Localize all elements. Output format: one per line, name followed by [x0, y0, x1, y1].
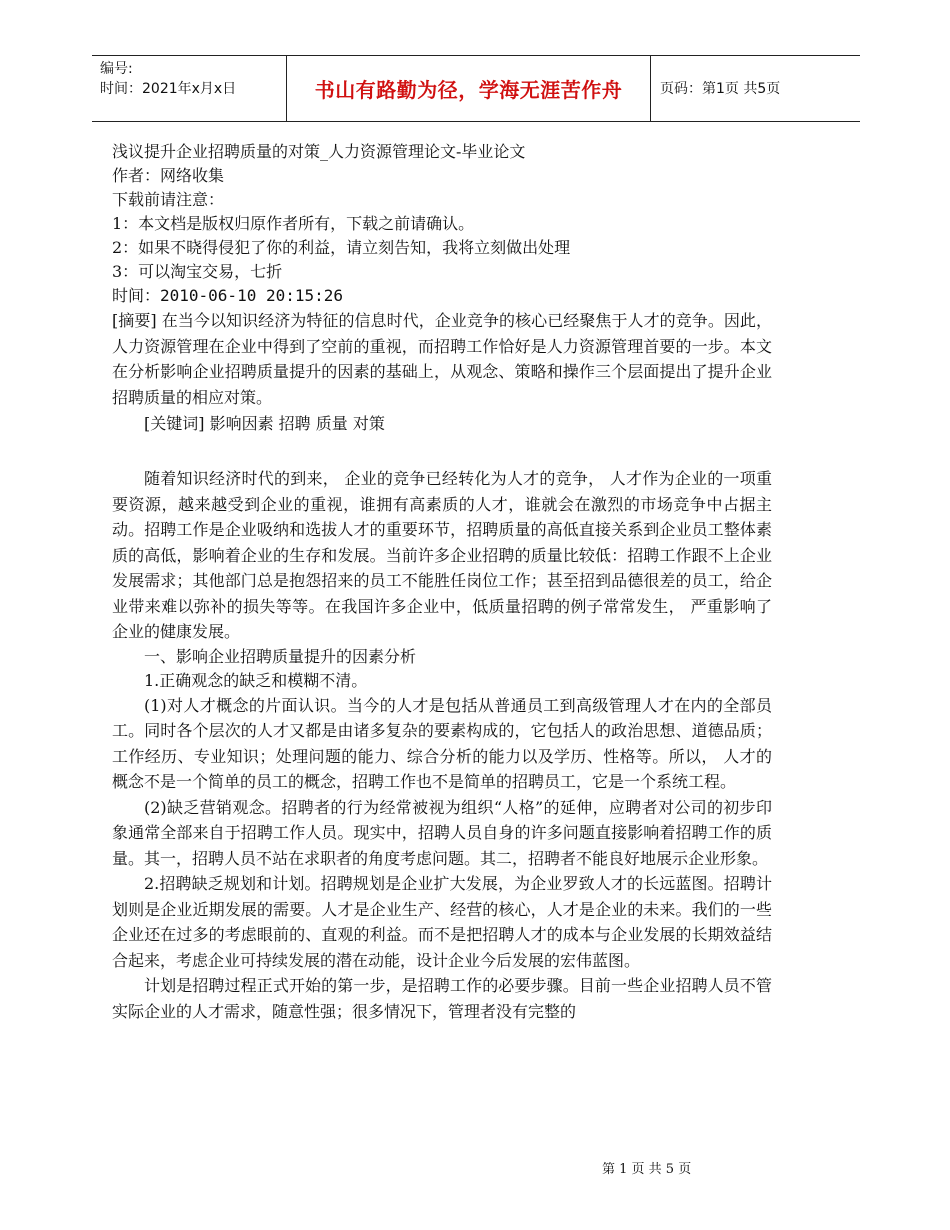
doc-author: 作者：网络收集 [112, 166, 225, 185]
notice-item-2: 2：如果不晓得侵犯了你的利益，请立刻告知，我将立刻做出处理 [112, 238, 571, 257]
paragraph-1-2: (2)缺乏营销观念。招聘者的行为经常被视为组织“人格”的延伸，应聘者对公司的初步印象通常全部来自于招聘工作人员。现实中，招聘人员自身的许多问题直接影响着招聘工作的质量。其一，招聘人员不站在求职者的角度考虑问题。其二，招聘者不能良好地展示企业形象。 [112, 797, 772, 868]
doc-time: 时间：2010-06-10 20:15:26 [112, 286, 344, 305]
paragraph-1-1: (1)对人才概念的片面认识。当今的人才是包括从普通员工到高级管理人才在内的全部员工。同时各个层次的人才又都是由诸多复杂的要素构成的，它包括人的政治思想、道德品质；工作经历、专业知识；处理问题的能力、综合分析的能力以及学历、性格等。所以， 人才的概念不是一个简单的员工的概念，招聘工作也不是简单的招聘员工，它是一个系统工程。 [112, 695, 772, 791]
header-left [100, 59, 284, 99]
subheading-1: 1.正确观念的缺乏和模糊不清。 [144, 670, 368, 690]
header-motto-box [286, 55, 651, 121]
abstract-paragraph: [摘要] 在当今以知识经济为特征的信息时代，企业竞争的核心已经聚焦于人才的竞争。因此，人力资源管理在企业中得到了空前的重视，而招聘工作恰好是人力资源管理首要的一步。本文在分析影响企业招聘质量提升的因素的基础上，从观念、策略和操作三个层面提出了提升企业招聘质量的相应对策。 [112, 311, 772, 407]
header-time-label: 时间：2021年x月x日 [100, 81, 237, 97]
document-body [112, 140, 772, 1024]
notice-heading: 下载前请注意： [112, 190, 225, 209]
page-footer: 第 1 页 共 5 页 [602, 1162, 692, 1177]
header-motto: 书山有路勤为径，学海无涯苦作舟 [314, 77, 623, 102]
paragraph-gap [112, 436, 772, 466]
doc-title: 浅议提升企业招聘质量的对策_人力资源管理论文-毕业论文 [112, 142, 526, 161]
section-heading-1: 一、影响企业招聘质量提升的因素分析 [144, 646, 417, 666]
keywords-line: [关键词] 影响因素 招聘 质量 对策 [144, 414, 385, 433]
notice-item-3: 3：可以淘宝交易，七折 [112, 262, 283, 281]
intro-paragraph: 随着知识经济时代的到来， 企业的竞争已经转化为人才的竞争， 人才作为企业的一项重要资源，越来越受到企业的重视，谁拥有高素质的人才，谁就会在激烈的市场竞争中占据主动。招聘工作是企业吸纳和选拔人才的重要环节，招聘质量的高低直接关系到企业员工整体素质的高低，影响着企业的生存和发展。当前许多企业招聘的质量比较低：招聘工作跟不上企业发展需求；其他部门总是抱怨招来的员工不能胜任岗位工作；甚至招到品德很差的员工，给企业带来难以弥补的损失等等。在我国许多企业中，低质量招聘的例子常常发生， 严重影响了企业的健康发展。 [112, 469, 772, 641]
header-number-label: 编号: [100, 61, 133, 77]
paragraph-2: 2.招聘缺乏规划和计划。招聘规划是企业扩大发展，为企业罗致人才的长远蓝图。招聘计划则是企业近期发展的需要。人才是企业生产、经营的核心，人才是企业的未来。我们的一些企业还在过多的考虑眼前的、直观的利益。而不是把招聘人才的成本与企业发展的长期效益结合起来，考虑企业可持续发展的潜在动能，设计企业今后发展的宏伟蓝图。 [112, 874, 772, 970]
paragraph-3: 计划是招聘过程正式开始的第一步，是招聘工作的必要步骤。目前一些企业招聘人员不管实际企业的人才需求，随意性强；很多情况下，管理者没有完整的 [112, 976, 772, 1021]
header-bottom-rule [92, 121, 860, 122]
header-page-info: 页码：第1页 共5页 [660, 81, 781, 97]
notice-item-1: 1：本文档是版权归原作者所有，下载之前请确认。 [112, 214, 475, 233]
